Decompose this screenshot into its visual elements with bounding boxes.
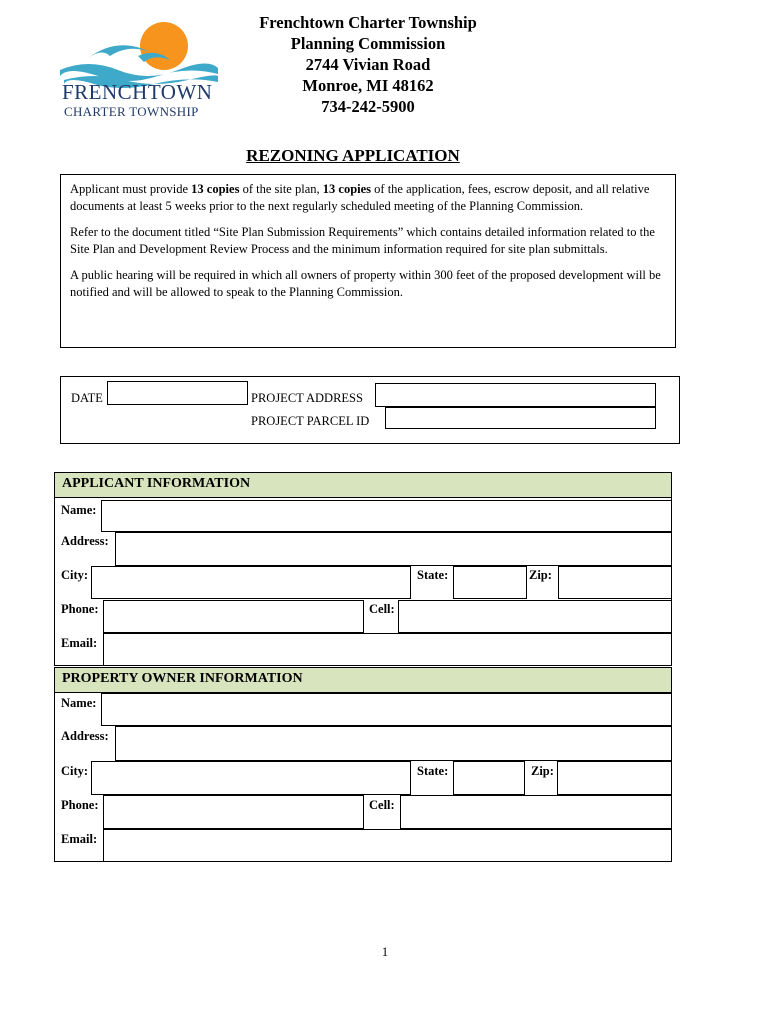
owner-cell-label: Cell:: [369, 798, 395, 812]
owner-name-field[interactable]: [101, 693, 672, 726]
owner-phone-label: Phone:: [61, 798, 99, 812]
project-info-box: [60, 376, 680, 444]
applicant-heading: APPLICANT INFORMATION: [55, 473, 671, 498]
header-commission: Planning Commission: [290, 34, 446, 53]
header-township: Frenchtown Charter Township: [259, 13, 477, 32]
owner-email-field[interactable]: [103, 829, 672, 862]
applicant-phone-label: Phone:: [61, 602, 99, 616]
owner-cell-field[interactable]: [400, 795, 672, 829]
date-field[interactable]: [107, 381, 248, 405]
instr-text: of the site plan,: [239, 182, 323, 196]
applicant-cell-field[interactable]: [398, 600, 672, 633]
page-number: 1: [381, 945, 389, 959]
applicant-state-label: State:: [417, 568, 449, 582]
owner-address-label: Address:: [61, 729, 109, 743]
logo-text-charter-township: CHARTER TOWNSHIP: [64, 104, 199, 119]
owner-name-label: Name:: [61, 696, 97, 710]
applicant-name-label: Name:: [61, 503, 97, 517]
applicant-state-field[interactable]: [453, 566, 527, 599]
instr-bold: 13 copies: [191, 182, 240, 196]
owner-zip-field[interactable]: [557, 761, 672, 795]
applicant-zip-field[interactable]: [558, 566, 672, 599]
logo-text-frenchtown: FRENCHTOWN: [62, 80, 213, 104]
applicant-city-label: City:: [61, 568, 89, 582]
project-parcel-label: PROJECT PARCEL ID: [251, 414, 370, 428]
owner-city-field[interactable]: [91, 761, 411, 795]
owner-email-label: Email:: [61, 832, 98, 846]
instructions-paragraph-hearing: A public hearing will be required in which all owners of property within 300 feet of the proposed development will be notified and will be allowed to speak to the Planning Commission.: [70, 268, 661, 299]
instructions-box: [60, 174, 676, 348]
instr-text: of the application, fees, escrow deposit, and all relative documents at least 5 weeks prior to the next regularly scheduled meeting of the Planning Commission.: [70, 182, 650, 213]
header-city: Monroe, MI 48162: [302, 76, 434, 95]
instr-text: Applicant must provide: [70, 182, 192, 196]
owner-phone-field[interactable]: [103, 795, 364, 829]
office-header: [220, 12, 516, 117]
project-address-field[interactable]: [375, 383, 656, 407]
owner-address-field[interactable]: [115, 726, 672, 761]
applicant-phone-field[interactable]: [103, 600, 364, 633]
instr-bold: 13 copies: [322, 182, 372, 196]
header-phone: 734-242-5900: [321, 97, 415, 116]
applicant-section: [54, 472, 672, 666]
owner-city-label: City:: [61, 764, 89, 778]
project-address-label: PROJECT ADDRESS: [251, 391, 363, 405]
instructions-paragraph-copies: [70, 181, 666, 215]
project-parcel-field[interactable]: [385, 407, 656, 429]
township-logo: [58, 18, 218, 118]
applicant-city-field[interactable]: [91, 566, 411, 599]
owner-zip-label: Zip:: [531, 764, 554, 778]
sun-bird-wave-icon: [58, 18, 218, 88]
applicant-zip-label: Zip:: [529, 568, 552, 582]
applicant-email-label: Email:: [61, 636, 98, 650]
applicant-address-label: Address:: [61, 534, 109, 548]
owner-section: [54, 667, 672, 862]
owner-state-label: State:: [417, 764, 449, 778]
owner-state-field[interactable]: [453, 761, 525, 795]
applicant-address-field[interactable]: [115, 532, 672, 566]
applicant-cell-label: Cell:: [369, 602, 395, 616]
header-street: 2744 Vivian Road: [305, 55, 431, 74]
form-title: REZONING APPLICATION: [246, 146, 460, 165]
applicant-email-field[interactable]: [103, 633, 672, 666]
applicant-name-field[interactable]: [101, 500, 672, 532]
date-label: DATE: [71, 391, 103, 405]
instructions-paragraph-requirements: Refer to the document titled “Site Plan Submission Requirements” which contains detailed information related to the Site Plan and Development Review Process and the minimum information required for site plan submittals.: [70, 225, 655, 256]
owner-heading: PROPERTY OWNER INFORMATION: [55, 668, 671, 693]
